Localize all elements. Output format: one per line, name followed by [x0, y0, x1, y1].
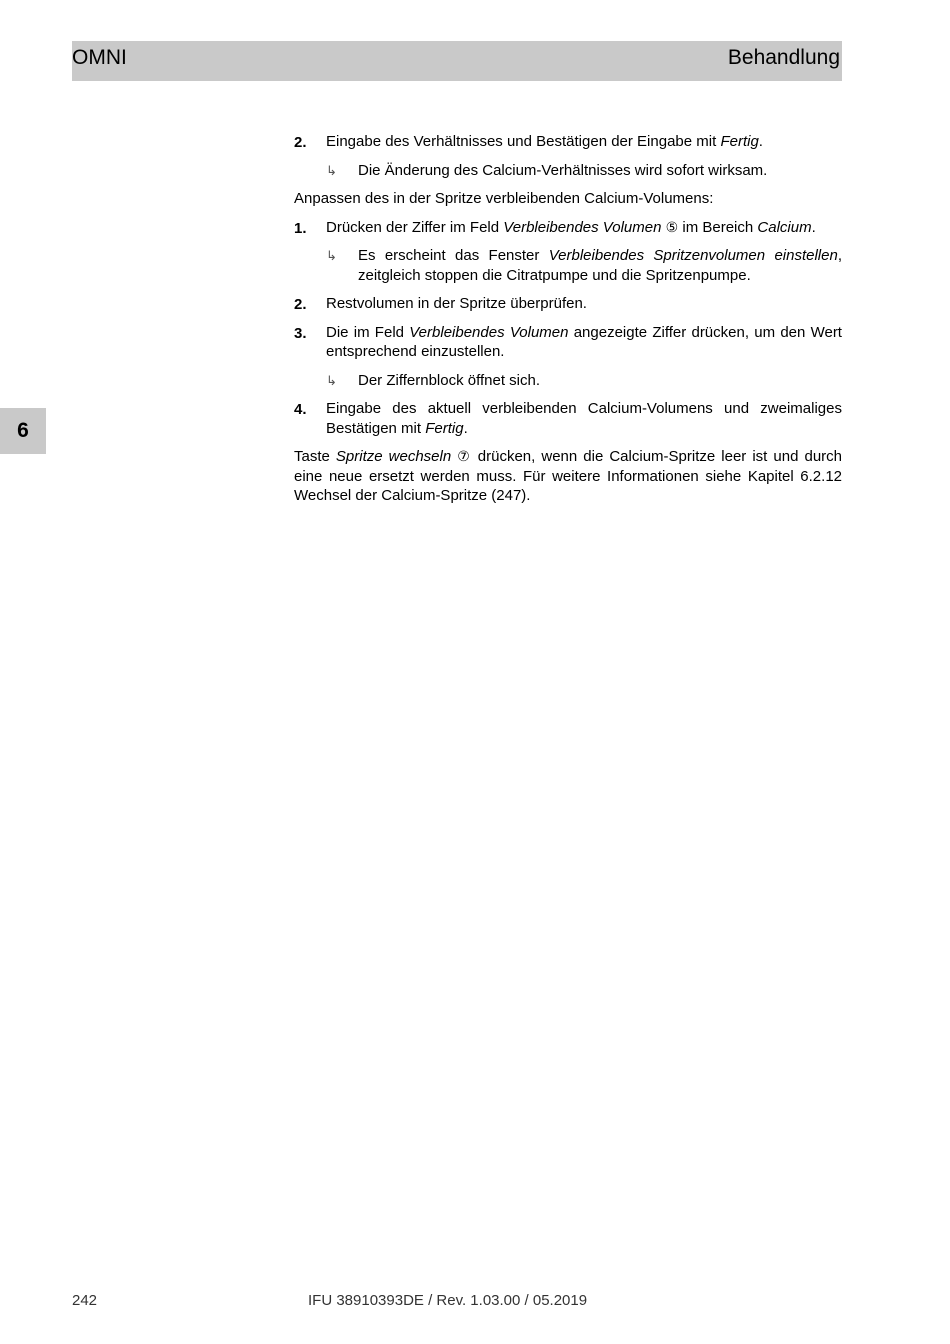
final-paragraph: [294, 447, 842, 506]
para-emphasis: Spritze wechseln: [335, 448, 452, 465]
result-arrow-icon: ↳: [326, 162, 337, 178]
result-arrow-icon: ↳: [326, 372, 337, 388]
step-number: 1.: [294, 219, 307, 237]
step-2-check: [294, 294, 842, 314]
page-number: 242: [72, 1292, 98, 1309]
step-text: Die im Feld: [326, 323, 410, 341]
step-number: 4.: [294, 401, 307, 418]
step-4-confirm: [294, 399, 842, 438]
result-3: [294, 371, 842, 391]
step-text: angezeigte Ziffer drücken, um den Wert entsprechend einzustellen.: [326, 323, 842, 360]
step-emphasis: Fertig: [425, 419, 464, 437]
step-text: Eingabe des aktuell verbleibenden Calcium-Volumens und zweimaliges Bestätigen mit: [326, 400, 842, 437]
step-emphasis: Verbleibendes Volumen: [503, 218, 662, 236]
step-text: Eingabe des Verhältnisses und Bestätigen der Eingabe mit: [326, 133, 721, 150]
callout-number: ⑦: [457, 448, 472, 464]
step-1-volume: [294, 218, 842, 238]
callout-number: ⑤: [665, 218, 679, 235]
result-text: Der Ziffernblock öffnet sich.: [358, 371, 541, 389]
step-emphasis: Fertig: [720, 133, 759, 150]
step-text: Restvolumen in der Spritze überprüfen.: [326, 295, 587, 312]
step-number: 3.: [294, 324, 307, 342]
result-arrow-icon: ↳: [326, 248, 337, 263]
step-text: .: [811, 218, 816, 236]
result-2: [294, 246, 842, 285]
result-text: , zeitgleich stoppen die Citratpumpe und die Spritzenpumpe.: [358, 247, 842, 284]
result-1: [294, 161, 842, 181]
header-product-name: OMNI: [72, 46, 127, 69]
step-text: im Bereich: [678, 218, 758, 236]
document-reference: IFU 38910393DE / Rev. 1.03.00 / 05.2019: [308, 1292, 588, 1309]
para-text: drücken, wenn die Calcium-Spritze leer ist und durch eine neue ersetzt werden muss. Für weitere Informationen siehe Kapitel 6.2.12 Wechsel der Calcium-Spritze (247).: [294, 448, 842, 504]
step-number: 2.: [294, 134, 307, 151]
main-content: [294, 132, 842, 515]
step-text: .: [758, 133, 763, 150]
step-text: Drücken der Ziffer im Feld: [326, 218, 504, 236]
step-2-ratio: [294, 132, 842, 152]
step-emphasis: Verbleibendes Volumen: [409, 323, 569, 341]
step-emphasis: Calcium: [757, 218, 812, 236]
step-text: .: [463, 419, 468, 437]
step-3-adjust: [294, 323, 842, 362]
page-header: [72, 41, 842, 81]
result-text: Es erscheint das Fenster: [358, 247, 549, 264]
chapter-tab: 6: [0, 408, 46, 454]
step-number: 2.: [294, 296, 307, 313]
result-text: Die Änderung des Calcium-Verhältnisses wird sofort wirksam.: [358, 161, 768, 179]
para-text: Taste: [294, 448, 336, 465]
header-section-title: Behandlung: [727, 46, 840, 69]
result-emphasis: Verbleibendes Spritzenvolumen einstellen: [548, 247, 838, 264]
section-intro: Anpassen des in der Spritze verbleibenden Calcium-Volumens:: [294, 190, 714, 207]
